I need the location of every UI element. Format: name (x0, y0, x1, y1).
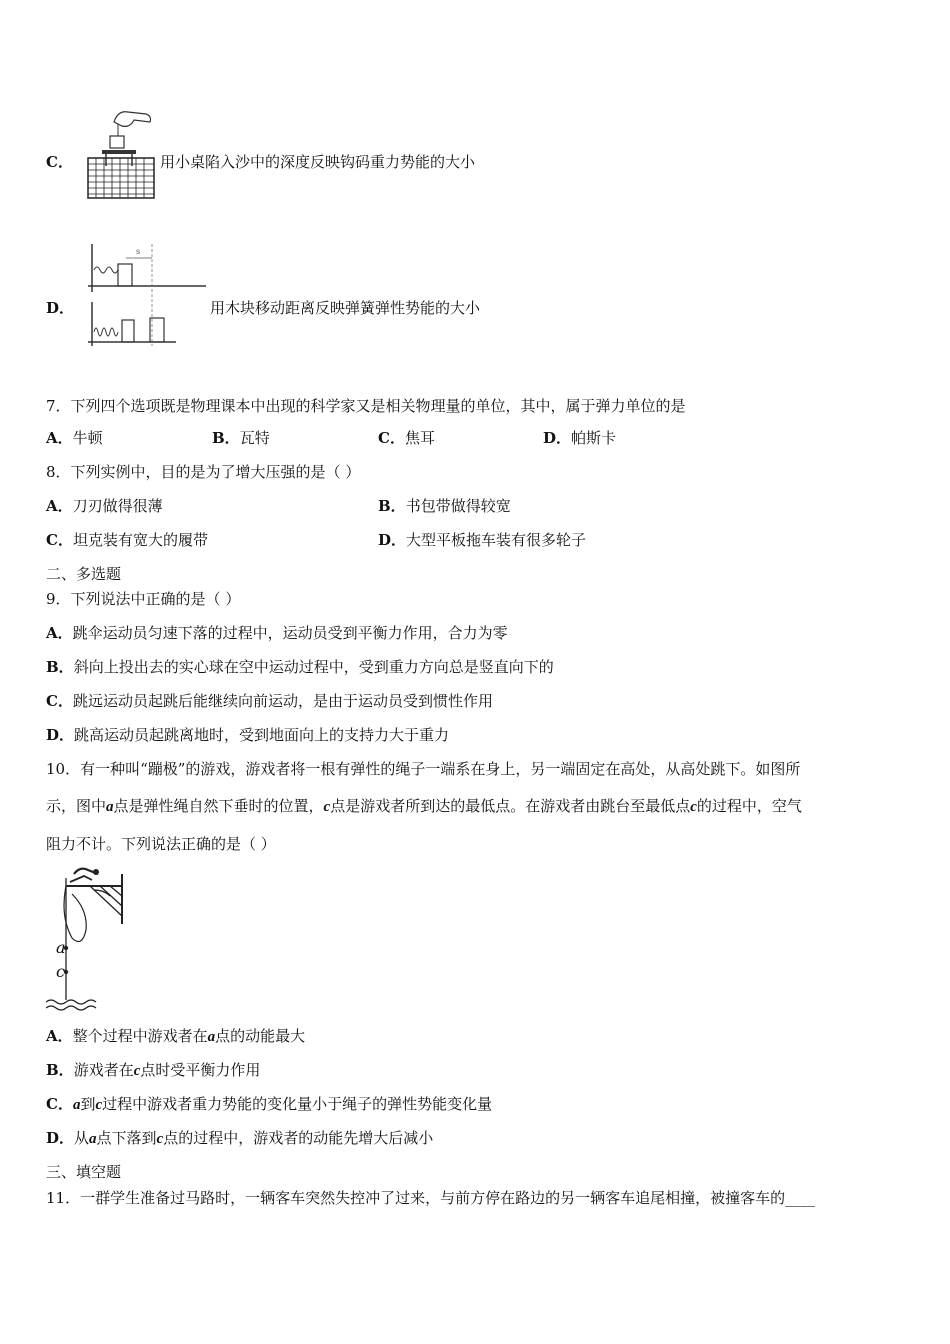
q10-stem-line3: 阻力不计。下列说法正确的是（ ） (46, 835, 276, 853)
q10-option-d: D．从a点下落到c点的过程中，游戏者的动能先增大后减小 (46, 1129, 434, 1147)
q9-option-d: D．跳高运动员起跳离地时，受到地面向上的支持力大于重力 (46, 726, 450, 744)
q10-option-c: C．a到c过程中游戏者重力势能的变化量小于绳子的弹性势能变化量 (46, 1095, 493, 1113)
q8-option-c: C．坦克装有宽大的履带 (46, 531, 208, 549)
section-heading-multiple-choice: 二、多选题 (46, 565, 122, 583)
q7-option-b: B．瓦特 (212, 429, 270, 447)
q8-option-a: A．刀刃做得很薄 (46, 497, 163, 515)
figure-label-a: a (56, 938, 66, 957)
q9-option-b: B．斜向上投出去的实心球在空中运动过程中，受到重力方向总是竖直向下的 (46, 658, 554, 676)
q6-option-d-letter: D． (46, 299, 75, 317)
q9-option-c: C．跳远运动员起跳后能继续向前运动，是由于运动员受到惯性作用 (46, 692, 493, 710)
q9-stem: 9．下列说法中正确的是（ ） (46, 590, 241, 608)
q10-stem-line1: 10．有一种叫“蹦极”的游戏，游戏者将一根有弹性的绳子一端系在身上，另一端固定在高处，从高处跳下。如图所 (46, 760, 801, 778)
figure-label-c: c (56, 962, 65, 981)
q6-option-c-text: 用小桌陷入沙中的深度反映钩码重力势能的大小 (160, 153, 476, 171)
q10-option-b: B．游戏者在c点时受平衡力作用 (46, 1061, 261, 1079)
q11-stem: 11．一群学生准备过马路时，一辆客车突然失控冲了过来，与前方停在路边的另一辆客车追尾相撞，被撞客车的____ (46, 1189, 816, 1207)
q7-stem: 7．下列四个选项既是物理课本中出现的科学家又是相关物理量的单位，其中，属于弹力单位的是 (46, 397, 686, 415)
q8-option-d: D．大型平板拖车装有很多轮子 (378, 531, 587, 549)
q7-option-d: D．帕斯卡 (543, 429, 617, 447)
sand-table-figure (84, 106, 160, 200)
spring-block-figure (86, 240, 206, 350)
svg-text:s: s (136, 247, 141, 256)
q7-option-c: C．焦耳 (378, 429, 435, 447)
q6-option-d-text: 用木块移动距离反映弹簧弹性势能的大小 (210, 299, 481, 317)
q8-option-b: B．书包带做得较宽 (378, 497, 511, 515)
q10-stem-line2: 示，图中a点是弹性绳自然下垂时的位置，c点是游戏者所到达的最低点。在游戏者由跳台至最低点c的过程中，空气 (46, 797, 802, 815)
q7-option-a: A．牛顿 (46, 429, 103, 447)
q10-option-a: A．整个过程中游戏者在a点的动能最大 (46, 1027, 306, 1045)
q6-option-c-letter: C． (46, 153, 73, 171)
q8-stem: 8．下列实例中，目的是为了增大压强的是（ ） (46, 463, 361, 481)
q9-option-a: A．跳伞运动员匀速下落的过程中，运动员受到平衡力作用，合力为零 (46, 624, 508, 642)
section-heading-fill-in: 三、填空题 (46, 1163, 122, 1181)
